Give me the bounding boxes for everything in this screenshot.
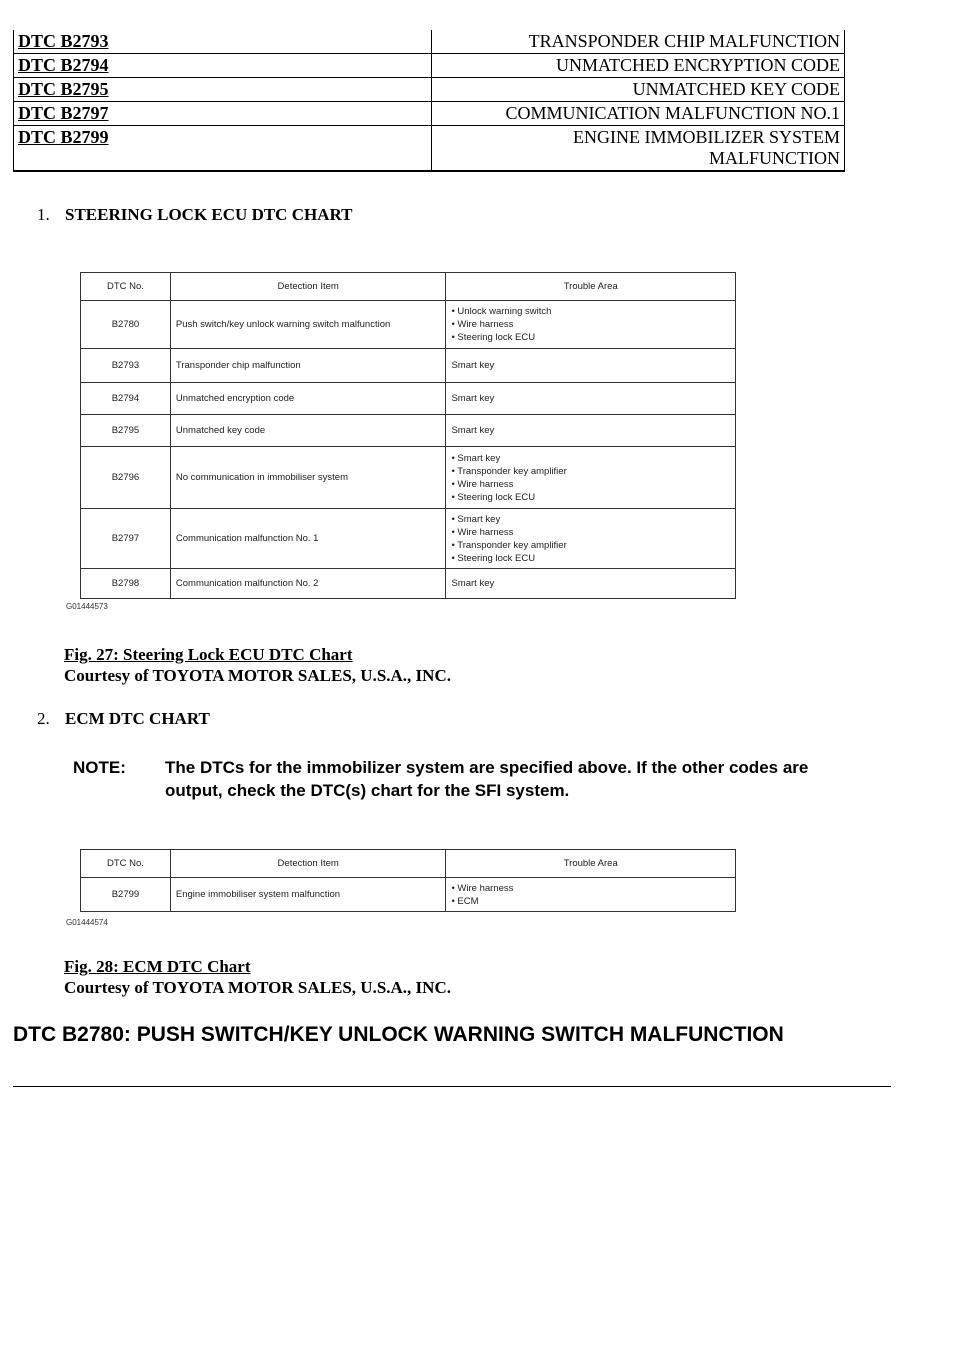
dtc-code: B2799 [81, 878, 171, 912]
dtc-description [432, 126, 845, 172]
table-row [81, 301, 736, 349]
trouble-area [446, 301, 736, 349]
figure-title: Fig. 28: ECM DTC Chart [64, 957, 251, 976]
step-title: ECM DTC CHART [65, 709, 210, 728]
dtc-description: COMMUNICATION MALFUNCTION NO.1 [432, 102, 845, 126]
trouble-area-item: • Transponder key amplifier [451, 465, 567, 477]
note-text: The DTCs for the immobilizer system are specified above. If the other codes are output, check the DTC(s) chart for the SFI system. [165, 758, 809, 800]
trouble-area-item: • Smart key [451, 513, 501, 525]
dtc-link-b2795[interactable]: DTC B2795 [14, 78, 432, 102]
figure-credit: Courtesy of TOYOTA MOTOR SALES, U.S.A., INC. [64, 666, 451, 685]
trouble-area-item: • ECM [451, 895, 479, 907]
dtc-description: UNMATCHED KEY CODE [432, 78, 845, 102]
dtc-link-b2793[interactable]: DTC B2793 [14, 30, 432, 54]
table-row [81, 349, 736, 383]
section-divider [13, 1086, 891, 1087]
column-header-trouble-area: Trouble Area [446, 850, 736, 878]
dtc-code: B2798 [81, 569, 171, 599]
step-title: STEERING LOCK ECU DTC CHART [65, 205, 353, 224]
trouble-area-item: • Steering lock ECU [451, 552, 536, 564]
column-header-detection-item: Detection Item [170, 273, 446, 301]
dtc-link-b2794[interactable]: DTC B2794 [14, 54, 432, 78]
step-1-heading [37, 205, 353, 225]
ecm-dtc-chart [80, 849, 736, 912]
dtc-link-b2799[interactable]: DTC B2799 [14, 126, 432, 172]
section-heading: DTC B2780: PUSH SWITCH/KEY UNLOCK WARNING SWITCH MALFUNCTION [13, 1023, 784, 1046]
step-2-heading [37, 709, 210, 729]
figure-id: G01444573 [66, 602, 108, 611]
figure-title: Fig. 27: Steering Lock ECU DTC Chart [64, 645, 353, 664]
trouble-area-item: • Steering lock ECU [451, 491, 536, 503]
column-header-dtc-no: DTC No. [81, 850, 171, 878]
trouble-area-item: • Smart key [451, 452, 501, 464]
table-row [14, 30, 845, 54]
column-header-trouble-area: Trouble Area [446, 273, 736, 301]
table-row [81, 509, 736, 569]
table-row [14, 54, 845, 78]
note-label: NOTE: [73, 758, 126, 777]
column-header-dtc-no: DTC No. [81, 273, 171, 301]
trouble-area-item: • Unlock warning switch [451, 306, 552, 317]
dtc-code: B2794 [81, 383, 171, 415]
trouble-area-item: • Wire harness [451, 478, 514, 490]
dtc-description-line: ENGINE IMMOBILIZER SYSTEM [573, 127, 840, 147]
trouble-area: Smart key [446, 569, 736, 599]
detection-item: Unmatched encryption code [170, 383, 446, 415]
dtc-index-table [13, 30, 845, 172]
trouble-area-item: • Transponder key amplifier [451, 539, 567, 551]
figure-id: G01444574 [66, 918, 108, 927]
trouble-area-item: • Wire harness [451, 319, 514, 330]
dtc-description-line: MALFUNCTION [708, 148, 840, 168]
table-row [14, 126, 845, 172]
dtc-code: B2780 [81, 301, 171, 349]
trouble-area [446, 878, 736, 912]
trouble-area-item: • Wire harness [451, 526, 514, 538]
detection-item: Transponder chip malfunction [170, 349, 446, 383]
note-block [73, 756, 853, 802]
figure-28-caption [64, 956, 451, 998]
trouble-area: Smart key [446, 349, 736, 383]
table-row [81, 383, 736, 415]
dtc-code: B2797 [81, 509, 171, 569]
table-row [81, 569, 736, 599]
step-number: 2. [37, 709, 50, 728]
detection-item: Push switch/key unlock warning switch malfunction [170, 301, 446, 349]
trouble-area: Smart key [446, 383, 736, 415]
table-row [81, 447, 736, 509]
table-row [81, 415, 736, 447]
dtc-code: B2795 [81, 415, 171, 447]
chart-header-row [81, 850, 736, 878]
table-row [14, 102, 845, 126]
detection-item: No communication in immobiliser system [170, 447, 446, 509]
trouble-area [446, 509, 736, 569]
detection-item: Communication malfunction No. 2 [170, 569, 446, 599]
detection-item: Communication malfunction No. 1 [170, 509, 446, 569]
dtc-description: UNMATCHED ENCRYPTION CODE [432, 54, 845, 78]
dtc-link-b2797[interactable]: DTC B2797 [14, 102, 432, 126]
step-number: 1. [37, 205, 50, 224]
column-header-detection-item: Detection Item [170, 850, 446, 878]
detection-item: Engine immobiliser system malfunction [170, 878, 446, 912]
figure-credit: Courtesy of TOYOTA MOTOR SALES, U.S.A., INC. [64, 978, 451, 997]
table-row [14, 78, 845, 102]
figure-27-caption [64, 644, 451, 686]
trouble-area-item: • Steering lock ECU [451, 332, 536, 343]
trouble-area: Smart key [446, 415, 736, 447]
steering-lock-ecu-dtc-chart [80, 272, 736, 599]
dtc-description: TRANSPONDER CHIP MALFUNCTION [432, 30, 845, 54]
trouble-area-item: • Wire harness [451, 882, 514, 894]
trouble-area [446, 447, 736, 509]
detection-item: Unmatched key code [170, 415, 446, 447]
table-row [81, 878, 736, 912]
dtc-code: B2793 [81, 349, 171, 383]
dtc-code: B2796 [81, 447, 171, 509]
chart-header-row [81, 273, 736, 301]
